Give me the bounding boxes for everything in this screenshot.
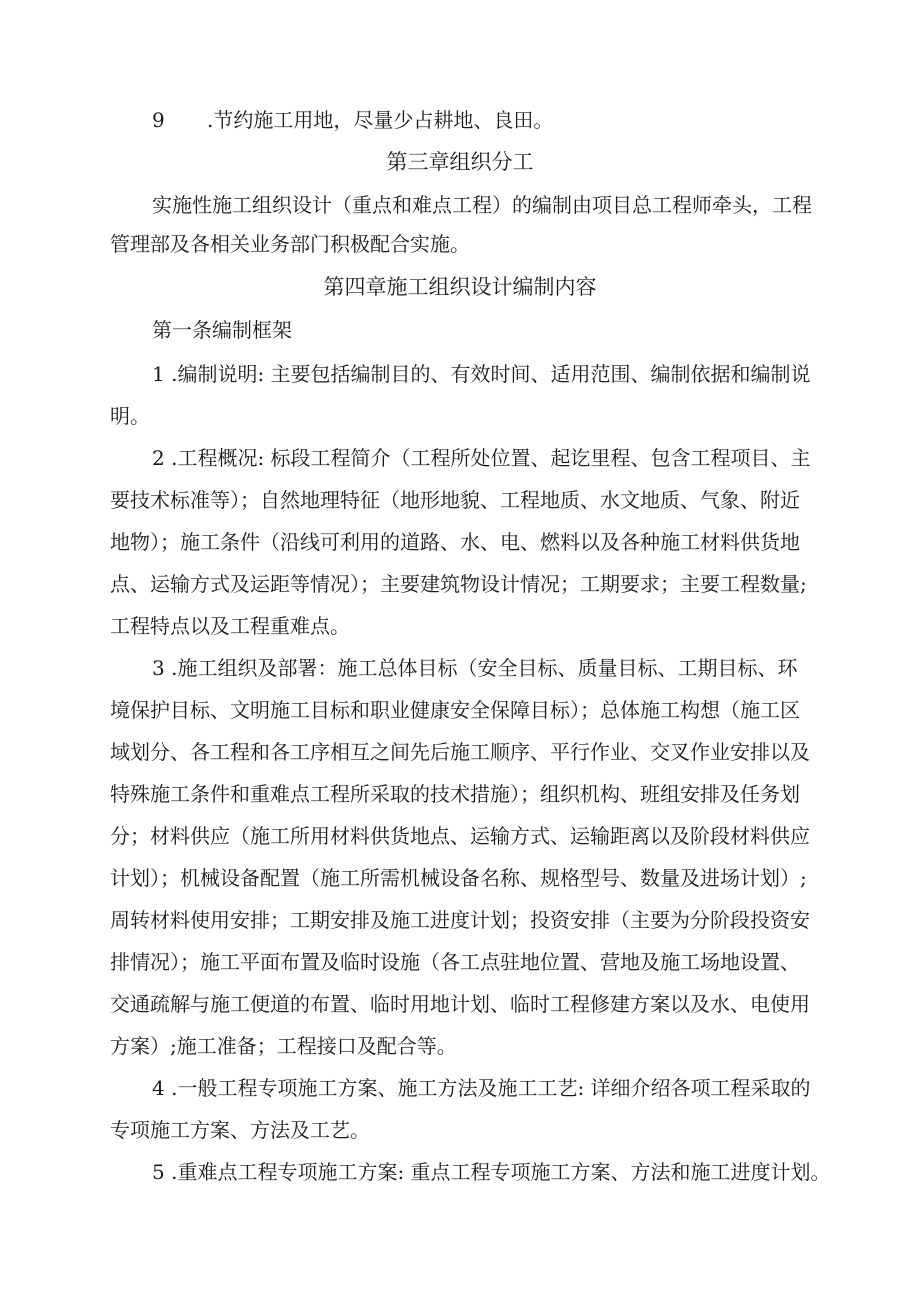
paragraph-line: 2 .工程概况: 标段工程简介（工程所处位置、起讫里程、包含工程项目、主 (152, 446, 811, 470)
paragraph-line: 排情况）；施工平面布置及临时设施（各工点驻地位置、营地及施工场地设置、 (110, 950, 800, 974)
paragraph-line: 管理部及各相关业务部门积极配合实施。 (110, 232, 470, 256)
paragraph-line: 4 .一般工程专项施工方案、施工方法及施工工艺: 详细介绍各项工程采取的 (152, 1076, 811, 1100)
chapter-4-title: 第四章施工组织设计编制内容 (323, 275, 597, 299)
paragraph-line: 1 .编制说明: 主要包括编制目的、有效时间、适用范围、编制依据和编制说 (152, 362, 811, 386)
item-9-number: 9 (152, 108, 165, 132)
paragraph-line: 专项施工方案、方法及工艺。 (110, 1118, 370, 1142)
paragraph-line: 5 .重难点工程专项施工方案: 重点工程专项施工方案、方法和施工进度计划。 (152, 1160, 831, 1184)
paragraph-line: 特殊施工条件和重难点工程所采取的技术措施）；组织机构、班组安排及任务划 (110, 782, 800, 806)
paragraph-line: 实施性施工组织设计（重点和难点工程）的编制由项目总工程师牵头，工程 (152, 193, 812, 217)
paragraph-line: 要技术标准等）；自然地理特征（地形地貌、工程地质、水文地质、气象、附近 (110, 488, 800, 512)
item-9 (152, 108, 553, 132)
paragraph-line: 3 .施工组织及部署：施工总体目标（安全目标、质量目标、工期目标、环 (152, 656, 798, 680)
paragraph-line: 域划分、各工程和各工序相互之间先后施工顺序、平行作业、交叉作业安排以及 (110, 740, 810, 764)
paragraph-line: 计划）；机械设备配置（施工所需机械设备名称、规格型号、数量及进场计划）; (110, 866, 807, 890)
paragraph-line: 明。 (110, 404, 150, 428)
paragraph-line: 境保护目标、文明施工目标和职业健康安全保障目标）；总体施工构想（施工区 (110, 698, 800, 722)
paragraph-line: 地物）；施工条件（沿线可利用的道路、水、电、燃料以及各种施工材料供货地 (110, 530, 800, 554)
paragraph-line: 交通疏解与施工便道的布置、临时用地计划、临时工程修建方案以及水、电使用 (110, 992, 810, 1016)
paragraph-line: 周转材料使用安排；工期安排及施工进度计划；投资安排（主要为分阶段投资安 (110, 908, 810, 932)
chapter-3-title: 第三章组织分工 (386, 150, 534, 174)
item-9-text: .节约施工用地，尽量少占耕地、良田。 (207, 108, 554, 132)
paragraph-line: 工程特点以及工程重难点。 (110, 614, 350, 638)
paragraph-line: 点、运输方式及运距等情况）；主要建筑物设计情况；工期要求；主要工程数量; (110, 572, 807, 596)
paragraph-line: 分；材料供应（施工所用材料供货地点、运输方式、运输距离以及阶段材料供应 (110, 824, 810, 848)
article-1-title: 第一条编制框架 (152, 318, 292, 342)
paragraph-line: 方案）;施工准备；工程接口及配合等。 (110, 1034, 457, 1058)
